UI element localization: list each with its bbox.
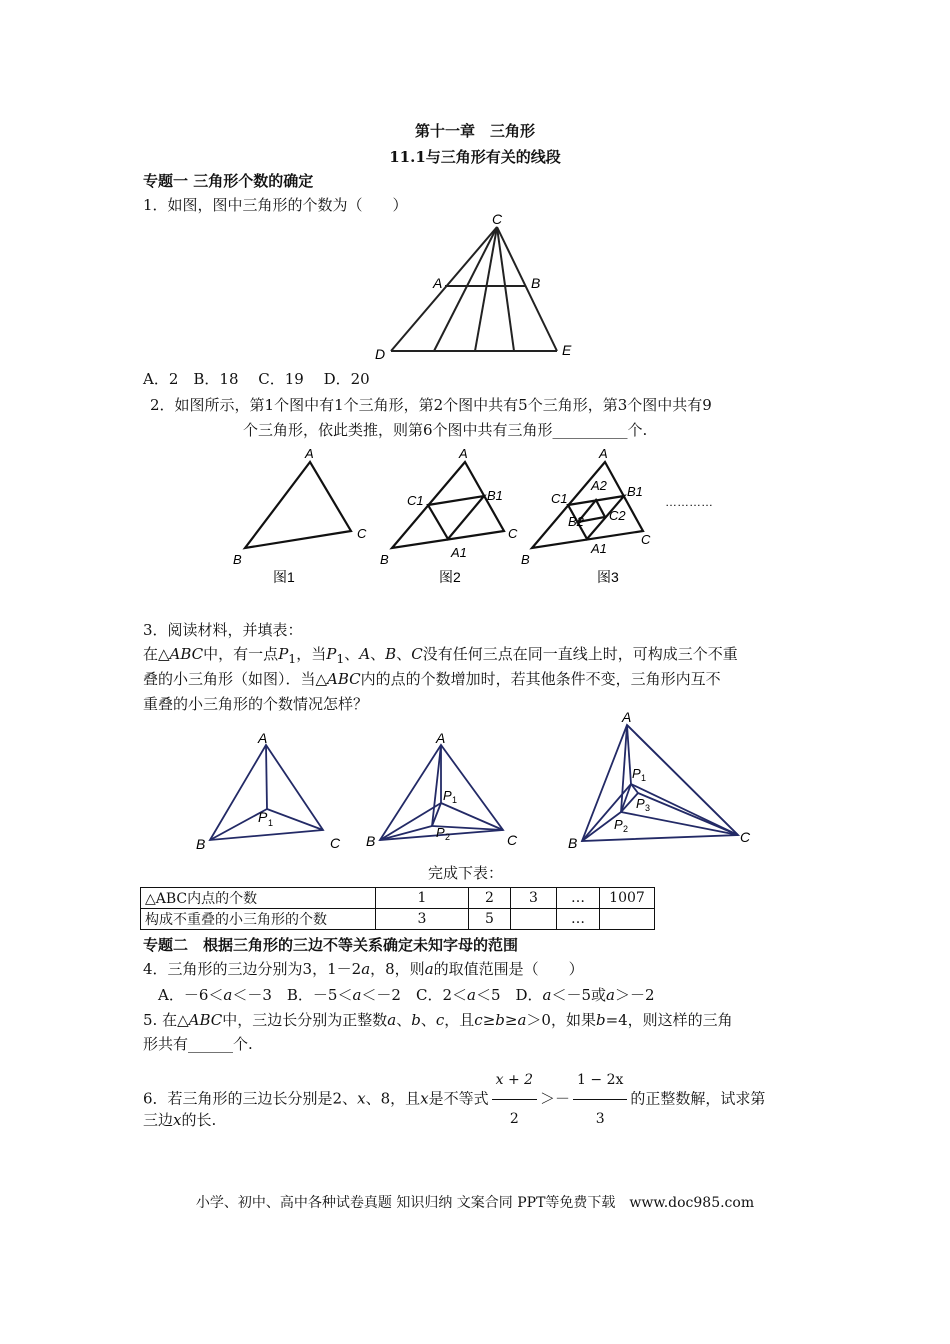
q3-fig3-c: C	[740, 829, 751, 845]
q1-label-a: A	[433, 275, 443, 291]
q3-fig2-b: B	[366, 833, 376, 849]
q1-options: A．2 B．18 C．19 D．20	[143, 370, 370, 388]
q1-figure	[370, 210, 580, 365]
table-cell: 1007	[600, 888, 655, 909]
q3-fig1-p1: P	[258, 809, 268, 825]
topic1-title: 专题一 三角形个数的确定	[143, 172, 314, 190]
q3-fig1-c: C	[330, 835, 341, 851]
q2-fig2-a: A	[459, 446, 468, 461]
q2-fig2-caption: 图2	[439, 569, 461, 585]
q1-stem: 1．如图，图中三角形的个数为（ ）	[143, 196, 408, 214]
table-cell: …	[557, 888, 600, 909]
q2-figures	[225, 440, 735, 590]
q3-para2: 叠的小三角形（如图）．当△ABC内的点的个数增加时，若其他条件不变，三角形内互不	[143, 670, 721, 688]
table-cell: 5	[469, 909, 511, 930]
q3-figures	[190, 705, 770, 855]
q5-line1: 5. 在△ABC中，三边长分别为正整数a、b、c，且c≥b≥a＞0，如果b=4，则这样的三角	[143, 1011, 733, 1029]
q2-fig3-a2: A2	[591, 478, 607, 493]
q3-fig2-p1-sub: 1	[452, 795, 458, 805]
q2-fig2-b1: B1	[487, 488, 503, 503]
q3-fill-table	[140, 887, 655, 930]
q2-fig3-b1: B1	[627, 484, 643, 499]
q3-fig3-p3-sub: 3	[645, 803, 651, 813]
q4-options: A．－6＜a＜－3 B．－5＜a＜－2 C．2＜a＜5 D．a＜－5或a＞－2	[158, 986, 655, 1004]
q2-fig3-c: C	[641, 532, 651, 547]
table-cell: 3	[376, 909, 469, 930]
q3-fig3-p2-sub: 2	[623, 824, 629, 834]
q1-label-b: B	[531, 275, 541, 291]
table-row	[141, 909, 655, 930]
page-footer: 小学、初中、高中各种试卷真题 知识归纳 文案合同 PPT等免费下载 www.doc985.com	[195, 1195, 755, 1211]
q2-fig1-caption: 图1	[273, 569, 295, 585]
fraction-2: $\frac{1 - 2x}{3}$	[573, 1061, 627, 1138]
q2-line2: 个三角形，依此类推，则第6个图中共有三角形__________个.	[243, 421, 648, 439]
q6-line2: 三边x的长.	[143, 1111, 217, 1129]
table-cell: 构成不重叠的小三角形的个数	[141, 909, 376, 930]
q2-fig3-c1: C1	[551, 491, 568, 506]
q3-fig2-c: C	[507, 832, 518, 848]
q3-fig1-p1-sub: 1	[268, 818, 274, 828]
q2-fig2-b: B	[380, 552, 389, 567]
q3-fig3-b: B	[568, 835, 578, 851]
fraction-1: $\frac{x + 2}{2}$	[492, 1061, 537, 1138]
q3-fig3-p1: P	[632, 766, 641, 781]
q2-fig3-caption: 图3	[597, 569, 619, 585]
q2-continuation-dots: …………	[665, 495, 713, 509]
table-cell: 2	[469, 888, 511, 909]
q2-fig2-c1: C1	[407, 493, 424, 508]
q3-fig1-a: A	[258, 730, 268, 746]
q3-para1: 在△ABC中，有一点$P_1$，当$P_1$、A、B、C没有任何三点在同一直线上时，可构成三个不重	[143, 645, 738, 666]
q2-fig3-b: B	[521, 552, 530, 567]
table-cell: 1	[376, 888, 469, 909]
q5-line2: 形共有______个.	[143, 1035, 253, 1053]
q3-para3: 重叠的小三角形的个数情况怎样？	[143, 695, 369, 713]
table-cell	[600, 909, 655, 930]
q2-fig3-b2: B2	[568, 514, 584, 529]
q4-stem: 4．三角形的三边分别为3，1－2a，8，则a的取值范围是（ ）	[143, 960, 584, 978]
q2-fig2-a1: A1	[451, 545, 467, 560]
q3-table-caption: 完成下表：	[428, 864, 504, 882]
q3-fig2-p1: P	[443, 788, 452, 803]
q3-fig2-p2-sub: 2	[445, 832, 451, 842]
q2-fig1-b: B	[233, 552, 242, 567]
q1-label-c: C	[492, 211, 503, 227]
q3-fig1-b: B	[196, 836, 206, 852]
table-cell	[511, 909, 557, 930]
q3-fig3-p3: P	[636, 796, 645, 811]
chapter-title: 第十一章 三角形	[414, 122, 535, 140]
q2-fig3-c2: C2	[609, 508, 626, 523]
q2-line1: 2．如图所示，第1个图中有1个三角形，第2个图中共有5个三角形，第3个图中共有9	[150, 396, 712, 414]
q2-fig1-c: C	[357, 526, 367, 541]
q6-line1: 6．若三角形的三边长分别是2、x、8，且x是不等式 $\frac{x + 2}{2}$ ＞－ $\frac{1 - 2x}{3}$ 的正整数解，试求第	[143, 1061, 765, 1138]
q3-fig3-a: A	[622, 709, 632, 725]
q3-fig2-p2: P	[436, 825, 445, 840]
q3-fig3-p1-sub: 1	[641, 773, 647, 783]
q2-fig2-c: C	[508, 526, 518, 541]
section-title: 11.1与三角形有关的线段	[389, 148, 561, 166]
q1-label-e: E	[562, 342, 572, 358]
q3-fig3-p2: P	[614, 817, 623, 832]
q1-label-d: D	[375, 346, 386, 362]
q2-fig3-triangle	[532, 462, 643, 548]
table-cell: △ABC内点的个数	[141, 888, 376, 909]
q2-fig3-a: A	[599, 446, 608, 461]
q2-fig3-a1: A1	[591, 541, 607, 556]
q3-title: 3．阅读材料，并填表：	[143, 621, 303, 639]
table-cell: 3	[511, 888, 557, 909]
table-cell: …	[557, 909, 600, 930]
q2-fig1-a: A	[305, 446, 314, 461]
q2-fig1-triangle	[245, 462, 351, 548]
table-row	[141, 888, 655, 909]
topic2-title: 专题二 根据三角形的三边不等关系确定未知字母的范围	[143, 936, 519, 954]
q3-fig2-a: A	[436, 730, 446, 746]
